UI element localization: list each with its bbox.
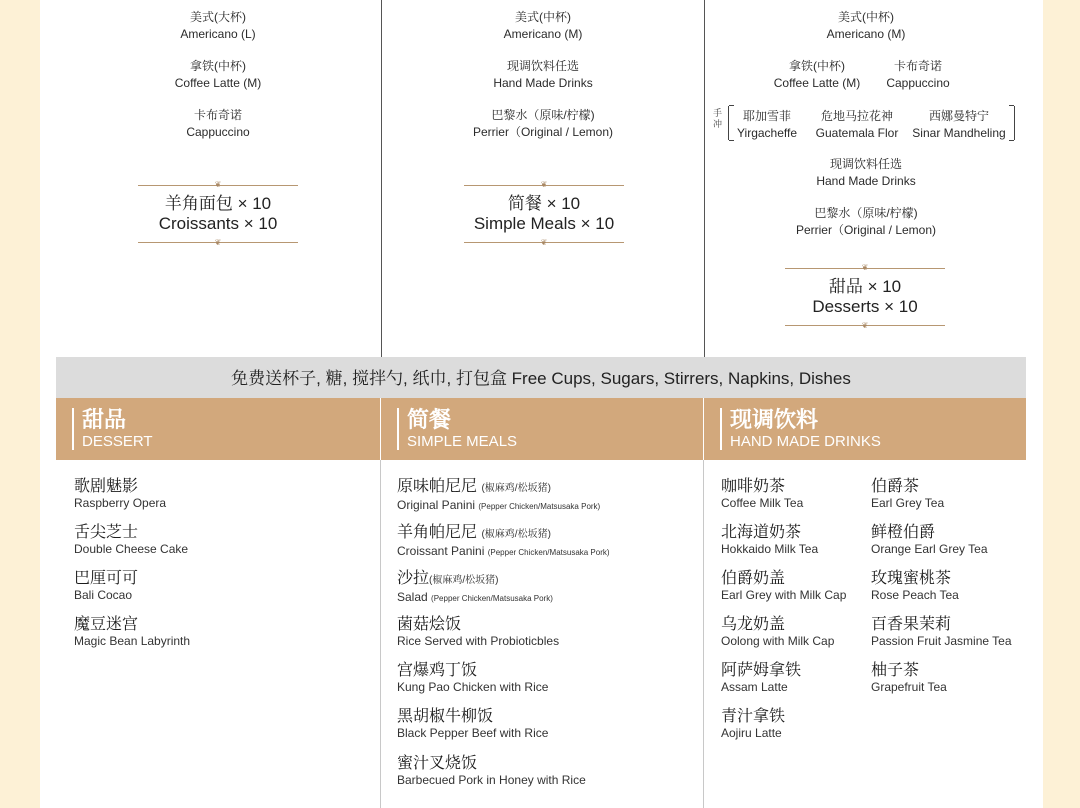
item-en: Earl Grey Tea	[871, 496, 945, 510]
list-item	[397, 478, 687, 514]
header-bar	[397, 408, 399, 450]
list-item	[871, 570, 1021, 602]
item-en: Aojiru Latte	[721, 726, 782, 740]
item-zh: 美式(大杯)	[190, 10, 246, 24]
item-en: Black Pepper Beef with Rice	[397, 726, 549, 740]
item-zh: 现调饮料任选	[506, 59, 579, 73]
ornament-icon: ❦	[540, 238, 548, 247]
quota-box	[785, 263, 945, 330]
item-en-note: (Pepper Chicken/Matsusaka Pork)	[431, 594, 553, 603]
quota-box	[138, 180, 298, 247]
item-zh: 拿铁(中杯)	[789, 59, 845, 73]
list-item	[871, 478, 1021, 510]
item-en	[397, 544, 687, 560]
list-item	[397, 708, 687, 740]
package-item	[382, 107, 704, 141]
item-en: Cappuccino	[186, 125, 250, 139]
item-zh: 美式(中杯)	[515, 10, 571, 24]
item-en: Cappuccino	[886, 76, 950, 90]
item-zh: 卡布奇诺	[193, 108, 242, 122]
package-item	[705, 156, 1027, 190]
item-zh: 菌菇烩饭	[397, 616, 462, 633]
item-en: Grapefruit Tea	[871, 680, 947, 694]
list-item	[721, 708, 866, 740]
item-zh: 柚子茶	[871, 662, 920, 679]
item-zh: 宫爆鸡丁饭	[397, 662, 478, 679]
item-zh: 百香果茉莉	[871, 616, 952, 633]
item-zh: 玫瑰蜜桃茶	[871, 570, 952, 587]
item-zh-note: (椒麻鸡/松坂猪)	[481, 483, 551, 494]
package-item	[875, 58, 961, 92]
item-en: Coffee Milk Tea	[721, 496, 804, 510]
item-en: Yirgacheffe	[736, 126, 798, 140]
item-zh: 拿铁(中杯)	[190, 59, 246, 73]
item-zh: 北海道奶茶	[721, 524, 802, 541]
quota-zh: 羊角面包 × 10	[164, 194, 272, 213]
item-en: Guatemala Flor	[815, 126, 899, 140]
section-title-zh: 简餐	[407, 407, 452, 432]
menu-sheet	[40, 0, 1043, 808]
package-item	[56, 107, 380, 141]
ornament-icon: ❦	[214, 180, 222, 189]
package-item	[705, 9, 1027, 43]
package-item	[56, 58, 380, 92]
package-item	[382, 58, 704, 92]
list-item	[721, 616, 866, 648]
list-item	[397, 755, 687, 787]
column-divider	[703, 460, 704, 808]
item-en: Coffee Latte (M)	[174, 76, 262, 90]
header-bar	[720, 408, 722, 450]
item-zh-note: (椒麻鸡/松坂猪)	[429, 575, 499, 586]
item-zh	[397, 478, 687, 498]
item-zh-name: 原味帕尼尼	[397, 478, 478, 495]
section-title-en: DESSERT	[82, 433, 153, 450]
item-zh: 歌剧魅影	[74, 478, 139, 495]
item-zh: 危地马拉花神	[820, 109, 893, 123]
item-zh: 青汁拿铁	[721, 708, 786, 725]
list-item	[721, 662, 866, 694]
item-en-name: Salad	[397, 590, 428, 604]
item-en-name: Original Panini	[397, 498, 476, 512]
item-zh: 魔豆迷宫	[74, 616, 139, 633]
item-en: Americano (L)	[180, 27, 256, 41]
item-zh-note: (椒麻鸡/松坂猪)	[481, 529, 551, 540]
item-en: Bali Cocao	[74, 588, 133, 602]
origin-item	[909, 108, 1009, 142]
item-zh: 乌龙奶盖	[721, 616, 786, 633]
item-en: Americano (M)	[503, 27, 583, 41]
list-item	[871, 524, 1021, 556]
item-en: Passion Fruit Jasmine Tea	[871, 634, 1012, 648]
list-item	[397, 616, 687, 648]
item-zh	[397, 524, 687, 544]
section-title-zh: 现调饮料	[730, 407, 819, 432]
list-item	[871, 616, 1021, 648]
item-zh-name: 沙拉	[397, 570, 430, 587]
item-en: Americano (M)	[826, 27, 906, 41]
origin-item	[809, 108, 905, 142]
item-zh: 耶加雪菲	[742, 109, 791, 123]
item-en: Hand Made Drinks	[816, 174, 916, 188]
list-item	[397, 524, 687, 560]
list-item	[871, 662, 1021, 694]
package-item	[56, 9, 380, 43]
item-zh: 鲜橙伯爵	[871, 524, 936, 541]
item-en: Rice Served with Probioticbles	[397, 634, 560, 648]
item-zh: 巴厘可可	[74, 570, 139, 587]
item-en-note: (Pepper Chicken/Matsusaka Pork)	[487, 548, 610, 557]
item-zh: 黑胡椒牛柳饭	[397, 708, 494, 725]
list-item	[721, 524, 866, 556]
item-en-name: Croissant Panini	[397, 544, 485, 558]
item-en: Perrier（Original / Lemon)	[795, 223, 937, 237]
item-en: Perrier（Original / Lemon)	[472, 125, 614, 139]
item-en: Hokkaido Milk Tea	[721, 542, 819, 556]
item-en	[397, 590, 687, 606]
item-en-note: (Pepper Chicken/Matsusaka Pork)	[478, 502, 601, 511]
item-en: Rose Peach Tea	[871, 588, 959, 602]
package-item	[769, 58, 865, 92]
package-column-1	[56, 0, 380, 357]
item-en: Double Cheese Cake	[74, 542, 189, 556]
ornament-icon: ❦	[861, 321, 869, 330]
item-en: Orange Earl Grey Tea	[871, 542, 988, 556]
hand-brew-label: 手冲	[713, 108, 723, 129]
section-title-en: SIMPLE MEALS	[407, 433, 518, 450]
section-title-zh: 甜品	[82, 407, 127, 432]
origin-item	[731, 108, 803, 142]
item-zh: 伯爵奶盖	[721, 570, 786, 587]
packages-area	[56, 0, 1026, 357]
quota-en: Simple Meals × 10	[473, 214, 615, 233]
item-en: Raspberry Opera	[74, 496, 167, 510]
item-zh: 阿萨姆拿铁	[721, 662, 802, 679]
quota-en: Desserts × 10	[812, 297, 918, 316]
item-en: Earl Grey with Milk Cap	[721, 588, 847, 602]
item-zh: 现调饮料任选	[829, 157, 902, 171]
item-en: Coffee Latte (M)	[773, 76, 861, 90]
list-item	[397, 570, 687, 606]
quota-en: Croissants × 10	[158, 214, 278, 233]
list-item	[397, 662, 687, 694]
quota-box	[464, 180, 624, 247]
ornament-icon: ❦	[214, 238, 222, 247]
free-items-banner: 免费送杯子, 糖, 搅拌勺, 纸巾, 打包盒 Free Cups, Sugars, Stirrers, Napkins, Dishes	[56, 357, 1026, 398]
item-en: Assam Latte	[721, 680, 788, 694]
item-en: Kung Pao Chicken with Rice	[397, 680, 549, 694]
quota-zh: 甜品 × 10	[828, 277, 902, 296]
item-zh: 巴黎水（原味/柠檬)	[814, 206, 918, 220]
package-item	[382, 9, 704, 43]
item-en: Magic Bean Labyrinth	[74, 634, 191, 648]
list-item	[74, 478, 354, 510]
item-en: Oolong with Milk Cap	[721, 634, 835, 648]
item-zh: 伯爵茶	[871, 478, 920, 495]
item-en: Barbecued Pork in Honey with Rice	[397, 773, 586, 787]
list-item	[74, 616, 354, 648]
item-zh-name: 羊角帕尼尼	[397, 524, 478, 541]
list-item	[74, 524, 354, 556]
quota-zh: 简餐 × 10	[507, 194, 581, 213]
item-zh: 蜜汁叉烧饭	[397, 755, 478, 772]
list-item	[721, 570, 866, 602]
package-column-3	[704, 0, 1027, 357]
item-en: Hand Made Drinks	[493, 76, 593, 90]
item-zh: 舌尖芝士	[74, 524, 139, 541]
package-item	[705, 205, 1027, 239]
item-zh: 西娜曼特宁	[928, 109, 989, 123]
header-bar	[72, 408, 74, 450]
ornament-icon: ❦	[540, 180, 548, 189]
ornament-icon: ❦	[861, 263, 869, 272]
section-header-drinks	[704, 398, 1026, 460]
section-title-en: HAND MADE DRINKS	[730, 433, 881, 450]
item-zh: 咖啡奶茶	[721, 478, 786, 495]
package-column-2	[381, 0, 704, 357]
item-zh: 巴黎水（原味/柠檬)	[491, 108, 595, 122]
item-en	[397, 498, 687, 514]
list-item	[74, 570, 354, 602]
item-zh: 卡布奇诺	[893, 59, 942, 73]
item-zh: 美式(中杯)	[838, 10, 894, 24]
item-en: Sinar Mandheling	[912, 126, 1006, 140]
section-header-dessert	[56, 398, 380, 460]
list-item	[721, 478, 866, 510]
column-divider	[380, 460, 381, 808]
section-headers	[56, 398, 1026, 460]
section-header-simple-meals	[381, 398, 703, 460]
item-zh	[397, 570, 687, 590]
